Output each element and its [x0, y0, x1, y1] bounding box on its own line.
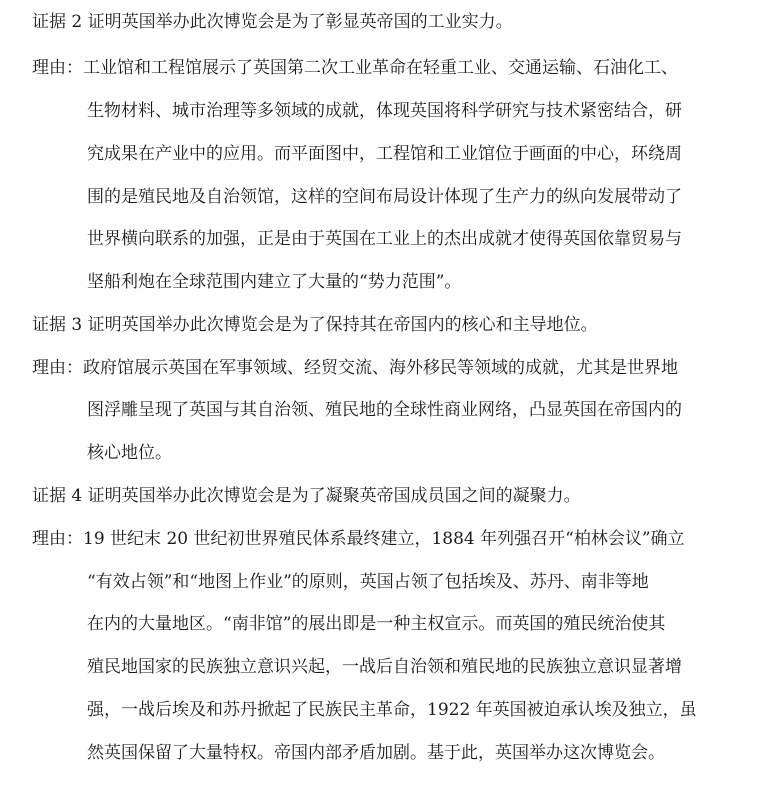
- evidence-2-reason-line-2: 生物材料、城市治理等多领域的成就，体现英国将科学研究与技术紧密结合，研: [87, 101, 682, 121]
- evidence-3-reason-line-1: 理由：政府馆展示英国在军事领域、经贸交流、海外移民等领域的成就，尤其是世界地: [32, 358, 678, 378]
- evidence-2-reason-line-3: 究成果在产业中的应用。而平面图中，工程馆和工业馆位于画面的中心，环绕周: [87, 144, 682, 164]
- evidence-3-reason-line-2: 图浮雕呈现了英国与其自治领、殖民地的全球性商业网络，凸显英国在帝国内的: [87, 400, 682, 420]
- evidence-2-claim: 证据 2 证明英国举办此次博览会是为了彰显英帝国的工业实力。: [32, 12, 513, 32]
- evidence-4-reason-line-1: 理由：19 世纪末 20 世纪初世界殖民体系最终建立，1884 年列强召开“柏林会议”确立: [32, 529, 685, 549]
- evidence-3-reason-line-3: 核心地位。: [87, 443, 172, 463]
- evidence-3-claim: 证据 3 证明英国举办此次博览会是为了保持其在帝国内的核心和主导地位。: [32, 315, 598, 335]
- evidence-4-reason-line-4: 殖民地国家的民族独立意识兴起，一战后自治领和殖民地的民族独立意识显著增: [87, 657, 682, 677]
- evidence-4-reason-line-5: 强，一战后埃及和苏丹掀起了民族民主革命，1922 年英国被迫承认埃及独立，虽: [87, 700, 697, 720]
- evidence-4-reason-line-2: “有效占领”和“地图上作业”的原则，英国占领了包括埃及、苏丹、南非等地: [87, 572, 649, 592]
- evidence-4-reason-line-3: 在内的大量地区。“南非馆”的展出即是一种主权宣示。而英国的殖民统治使其: [87, 614, 666, 634]
- evidence-4-reason-line-6: 然英国保留了大量特权。帝国内部矛盾加剧。基于此，英国举办这次博览会。: [87, 743, 665, 763]
- evidence-4-claim: 证据 4 证明英国举办此次博览会是为了凝聚英帝国成员国之间的凝聚力。: [32, 486, 581, 506]
- evidence-2-reason-line-5: 世界横向联系的加强，正是由于英国在工业上的杰出成就才使得英国依靠贸易与: [87, 229, 682, 249]
- evidence-2-reason-line-6: 坚船利炮在全球范围内建立了大量的“势力范围”。: [87, 272, 462, 292]
- evidence-2-reason-line-1: 理由：工业馆和工程馆展示了英国第二次工业革命在轻重工业、交通运输、石油化工、: [32, 58, 678, 78]
- evidence-2-reason-line-4: 围的是殖民地及自治领馆，这样的空间布局设计体现了生产力的纵向发展带动了: [87, 187, 682, 207]
